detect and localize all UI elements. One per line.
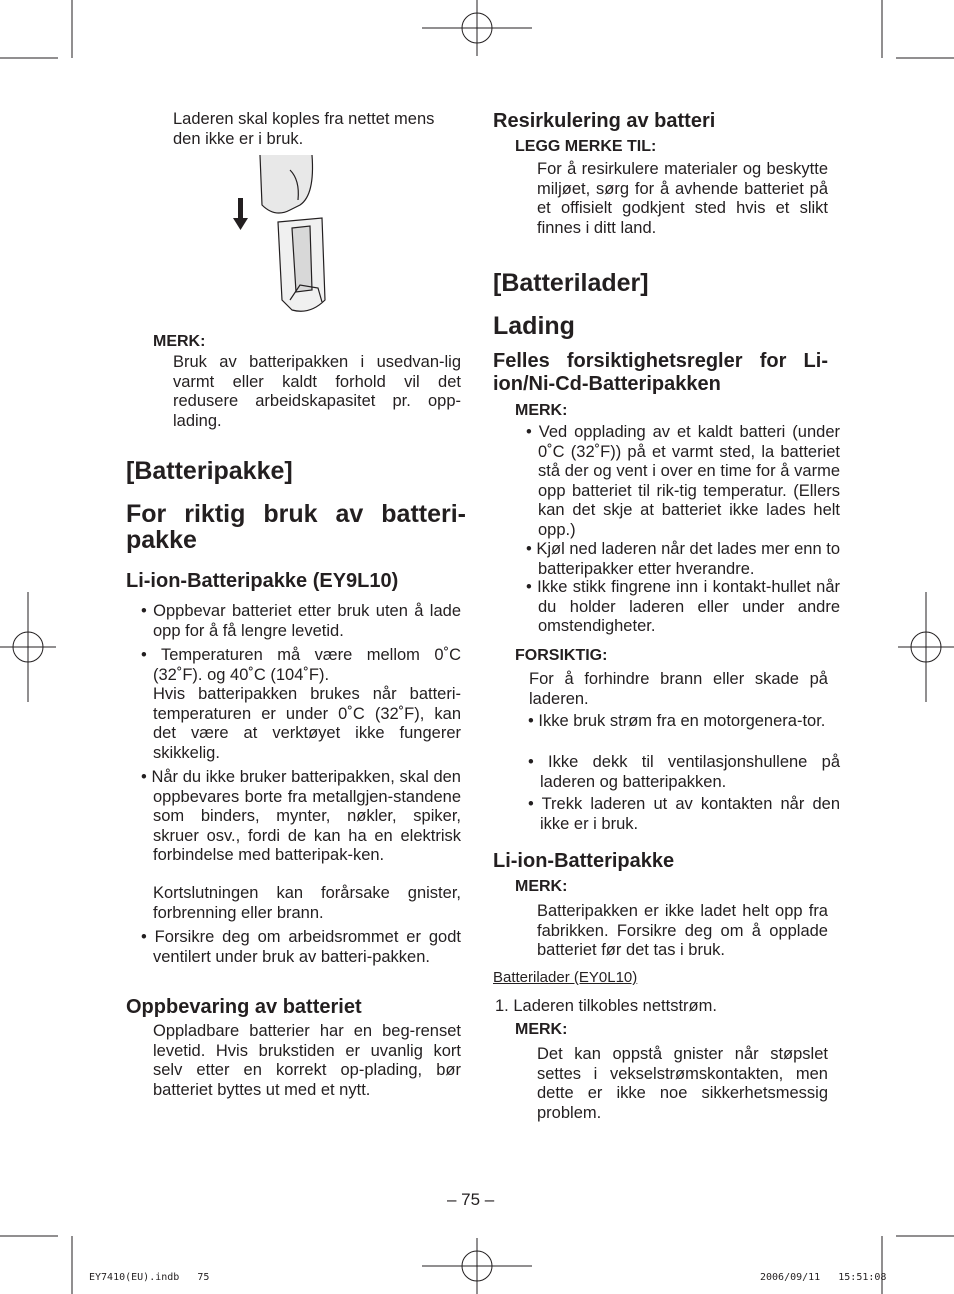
bullet-item: • Ved opplading av et kaldt batteri (under 0˚C (32˚F)) på et varmt sted, la batteriet stå der og vent i over en time for å varme opp batteriet til rik-tig temperatur. (Ellers kan det skje at batteriet ikke lades helt opp.) [526,423,840,539]
section-title-riktig-bruk: For riktig bruk av batteri-pakke [126,500,466,554]
legg-merke-label: LEGG MERKE TIL: [515,138,657,155]
merk-label: MERK: [515,402,568,419]
charger-unplug-note: Laderen skal koples fra nettet mens den ikke er i bruk. [173,110,435,148]
bullet-item: • Ikke bruk strøm fra en motorgenera-tor. [528,712,826,730]
step-1: 1. Laderen tilkobles nettstrøm. [495,997,717,1015]
section-title-batteripakke: [Batteripakke] [126,457,293,485]
merk-text: Det kan oppstå gnister når støpslet settes i vekselstrømskontakten, men dette er ikke noe sikkerhetsmessig problem. [537,1045,828,1122]
bullet-item: • Oppbevar batteriet etter bruk uten å lade opp for å få lengre levetid. [141,602,461,640]
merk-label: MERK: [515,878,568,895]
merk-text: Bruk av batteripakken i usedvan-lig varmt eller kaldt forhold vil det redusere arbeidskapasitet pr. opp-lading. [173,353,461,430]
resirkulering-text: For å resirkulere materialer og beskytte miljøet, sørg for å avhende batteriet på et offisielt godkjent sted hvis et slikt finnes i ditt land. [537,160,828,237]
merk-label: MERK: [515,1021,568,1038]
merk-label: MERK: [153,333,206,350]
subsection-title-resirkulering: Resirkulering av batteri [493,110,716,132]
bullet-continuation: Hvis batteripakken brukes når batteri-temperaturen er under 0˚C (32˚F), kan det være at verktøyet ikke fungerer skikkelig. [153,685,461,762]
subsection-title-liion-batteripakke: Li-ion-Batteripakke [493,850,675,872]
bullet-item: • Ikke dekk til ventilasjonshullene på laderen og batteripakken. [528,753,840,791]
oppbevaring-text: Oppladbare batterier har en beg-renset levetid. Hvis brukstiden er uvanlig kort selv etter en korrekt op-plading, bør batteriet byttes ut med et nytt. [153,1022,461,1099]
subsection-title-liion: Li-ion-Batteripakke (EY9L10) [126,570,399,592]
bullet-item: • Ikke stikk fingrene inn i kontakt-hullet når du holder laderen eller under andre omstendigheter. [526,578,840,635]
footer-datetime: 2006/09/11 15:51:08 [760,1272,887,1283]
footer-file: EY7410(EU).indb 75 [89,1272,210,1283]
section-title-lading: Lading [493,312,575,340]
subsection-title-felles: Felles forsiktighetsregler for Li-ion/Ni-Cd-Batteripakken [493,350,828,395]
bullet-item: • Trekk laderen ut av kontakten når den ikke er i bruk. [528,795,840,833]
bullet-item: • Temperaturen må være mellom 0˚C (32˚F). og 40˚C (104˚F). [141,646,461,684]
batterilader-model-heading: Batterilader (EY0L10) [493,969,638,986]
bullet-continuation: Kortslutningen kan forårsake gnister, forbrenning eller brann. [153,884,461,922]
forsiktig-text: For å forhindre brann eller skade på laderen. [529,670,828,708]
bullet-item: • Forsikre deg om arbeidsrommet er godt ventilert under bruk av batteri-pakken. [141,928,461,966]
page-number: – 75 – [447,1190,495,1209]
merk-text: Batteripakken er ikke ladet helt opp fra fabrikken. Forsikre deg om å opplade batteriet før det tas i bruk. [537,902,828,959]
subsection-title-oppbevaring: Oppbevaring av batteriet [126,996,362,1018]
battery-pack-illustration [230,150,350,325]
bullet-item: • Når du ikke bruker batteripakken, skal den oppbevares borte fra metallgjen-standene som binders, mynter, nøkler, spiker, skruer osv., fordi de kan ha en elektrisk forbindelse med batteripak-ken. [141,768,461,864]
bullet-item: • Kjøl ned laderen når det lades mer enn to batteripakker etter hverandre. [526,540,840,578]
forsiktig-label: FORSIKTIG: [515,647,608,664]
section-title-batterilader: [Batterilader] [493,269,649,297]
